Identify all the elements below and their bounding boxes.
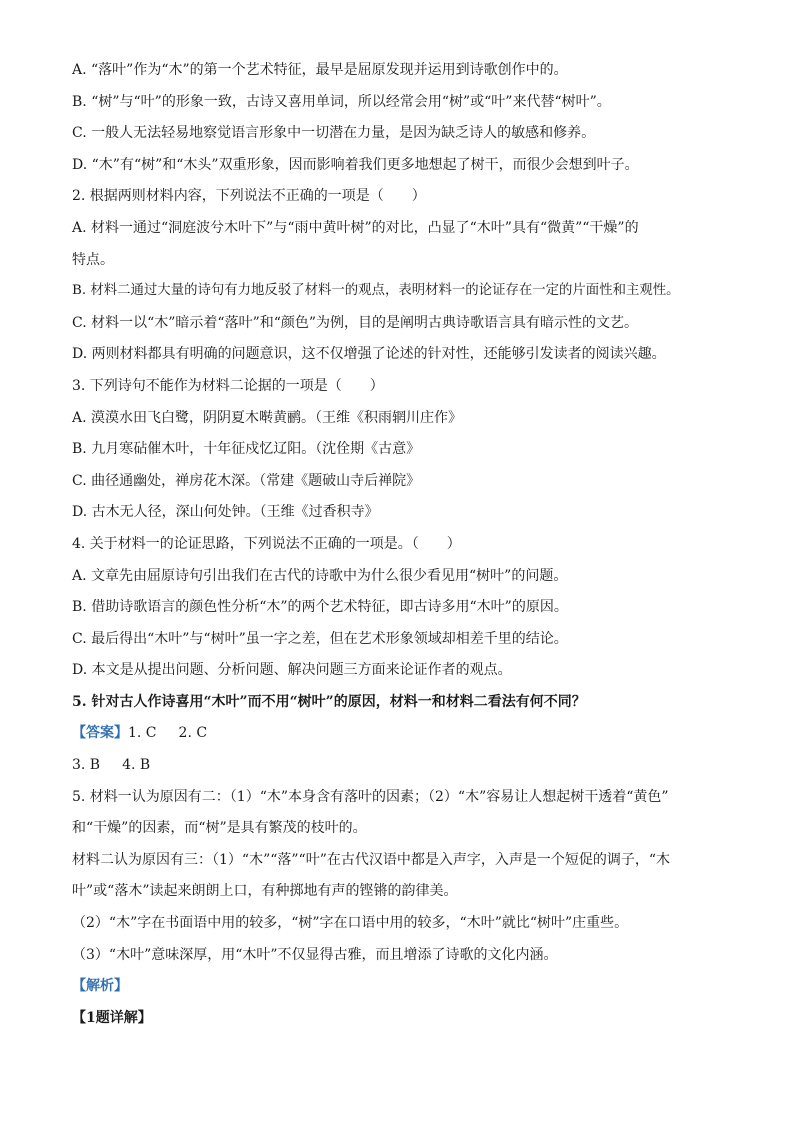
answer-row-1 xyxy=(72,723,732,743)
q3-stem: 3. 下列诗句不能作为材料二论据的一项是（ ） xyxy=(72,377,384,394)
answer-5-line1: 5. 材料一认为原因有二：（1）“木”本身含有落叶的因素；（2）“木”容易让人想起树干透着“黄色” xyxy=(72,788,669,805)
q2-stem: 2. 根据两则材料内容，下列说法不正确的一项是（ ） xyxy=(72,188,426,205)
analysis-label: 【解析】 xyxy=(72,978,128,995)
q1-option-d: D. “木”有“树”和“木头”双重形象，因而影响着我们更多地想起了树干，而很少会想到叶子。 xyxy=(72,156,639,173)
material2-line4: （3）“木叶”意味深厚，用“木叶”不仅显得古雅，而且增添了诗歌的文化内涵。 xyxy=(72,946,558,963)
q2-option-a-line2: 特点。 xyxy=(72,251,114,268)
answer-5-line2: 和“干燥”的因素，而“树”是具有繁茂的枝叶的。 xyxy=(72,820,367,837)
q1-option-c: C. 一般人无法轻易地察觉语言形象中一切潜在力量，是因为缺乏诗人的敏感和修养。 xyxy=(72,125,596,142)
answer-row-2 xyxy=(72,755,732,775)
q4-option-b: B. 借助诗歌语言的颜色性分析“木”的两个艺术特征，即古诗多用“木叶”的原因。 xyxy=(72,599,568,616)
answer-1: 1. C xyxy=(128,725,157,742)
q2-option-a-line1: A. 材料一通过“洞庭波兮木叶下”与“雨中黄叶树”的对比，凸显了“木叶”具有“微黄”“干燥”的 xyxy=(72,219,639,236)
document-page xyxy=(72,60,732,1039)
q5-stem: 5. 针对古人作诗喜用“木叶”而不用“树叶”的原因，材料一和材料二看法有何不同？ xyxy=(72,693,586,710)
q3-option-c: C. 曲径通幽处，禅房花木深。（常建《题破山寺后禅院》 xyxy=(72,472,421,489)
q1-option-a: A. “落叶”作为“木”的第一个艺术特征，最早是屈原发现并运用到诗歌创作中的。 xyxy=(72,62,568,78)
answer-4: 4. B xyxy=(122,757,151,774)
q3-option-a: A. 漠漠水田飞白鹭，阴阴夏木啭黄鹂。（王维《积雨辋川庄作》 xyxy=(72,409,463,426)
q2-option-c: C. 材料一以“木”暗示着“落叶”和“颜色”为例，目的是阐明古典诗歌语言具有暗示性的文艺。 xyxy=(72,314,639,331)
q3-option-d: D. 古木无人径，深山何处钟。（王维《过香积寺》 xyxy=(72,504,379,521)
q3-option-b: B. 九月寒砧催木叶，十年征戍忆辽阳。（沈佺期《古意》 xyxy=(72,441,421,458)
q2-option-d: D. 两则材料都具有明确的问题意识，这不仅增强了论述的针对性，还能够引发读者的阅读兴趣。 xyxy=(72,346,666,363)
q2-option-b: B. 材料二通过大量的诗句有力地反驳了材料一的观点，表明材料一的论证存在一定的片面性和主观性。 xyxy=(72,283,680,299)
material2-line3: （2）“木”字在书面语中用的较多，“树”字在口语中用的较多，“木叶”就比“树叶”庄重些。 xyxy=(72,915,629,932)
material2-line2: 叶”或“落木”读起来朗朗上口，有种掷地有声的铿锵的韵律美。 xyxy=(72,883,458,900)
answer-3: 3. B xyxy=(72,757,101,774)
answer-2: 2. C xyxy=(178,725,208,742)
q4-option-a: A. 文章先由屈原诗句引出我们在古代的诗歌中为什么很少看见用“树叶”的问题。 xyxy=(72,567,568,584)
material2-line1: 材料二认为原因有三：（1）“木”“落”“叶”在古代汉语中都是入声字，入声是一个短促的调子，“木 xyxy=(72,851,671,868)
q1-detail-heading: 【1题详解】 xyxy=(72,1009,152,1026)
q4-option-c: C. 最后得出“木叶”与“树叶”虽一字之差，但在艺术形象领域却相差千里的结论。 xyxy=(72,630,568,647)
q4-stem: 4. 关于材料一的论证思路，下列说法不正确的一项是。（ ） xyxy=(72,535,461,552)
q4-option-d: D. 本文是从提出问题、分析问题、解决问题三方面来论证作者的观点。 xyxy=(72,662,512,679)
answer-label: 【答案】 xyxy=(72,725,128,742)
q1-option-b: B. “树”与“叶”的形象一致，古诗又喜用单词，所以经常会用“树”或“叶”来代替“树叶”。 xyxy=(72,93,611,110)
